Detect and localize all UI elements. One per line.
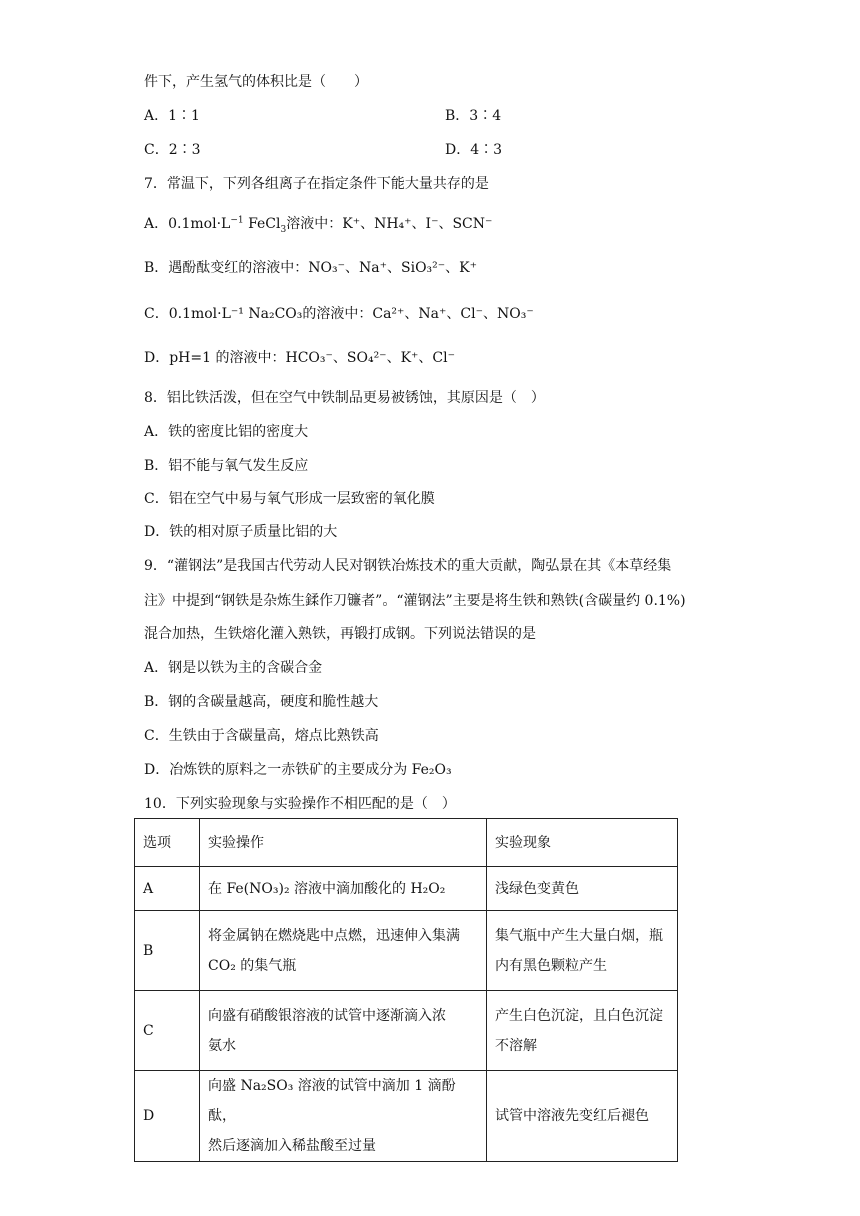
row-operation-line: 将金属钠在燃烧匙中点燃，迅速伸入集满 [208,927,460,944]
row-phenomenon-line: 不溶解 [495,1037,537,1054]
q9-stem-line-3: 混合加热，生铁熔化灌入熟铁，再锻打成钢。下列说法错误的是 [144,626,536,642]
q9-option-d: D．冶炼铁的原料之一赤铁矿的主要成分为 Fe₂O₃ [144,762,452,778]
row-operation [200,911,487,991]
row-phenomenon [487,991,678,1071]
row-operation [200,991,487,1071]
header-option: 选项 [135,819,200,867]
q8-stem: 8．铝比铁活泼，但在空气中铁制品更易被锈蚀，其原因是（ ） [144,390,545,406]
row-operation [200,867,487,911]
header-operation: 实验操作 [200,819,487,867]
q7-a-mid: 溶液中： [286,216,343,232]
q7-option-d: D．pH=1 的溶液中：HCO₃⁻、SO₄²⁻、K⁺、Cl⁻ [144,350,455,366]
row-phenomenon-line: 集气瓶中产生大量白烟，瓶 [495,927,663,944]
row-operation-line: 然后逐滴加入稀盐酸至过量 [208,1138,376,1154]
table-row [135,991,678,1071]
table-row [135,1071,678,1162]
q7-option-b: B．遇酚酞变红的溶液中：NO₃⁻、Na⁺、SiO₃²⁻、K⁺ [144,260,478,276]
row-phenomenon [487,867,678,911]
row-option: D [135,1071,200,1162]
q8-option-b: B．铝不能与氧气发生反应 [144,458,309,474]
q9-option-a: A．钢是以铁为主的含碳合金 [144,660,323,676]
q7-a-conc: 0.1mol·L [168,216,231,232]
row-phenomenon-line: 试管中溶液先变红后褪色 [495,1108,649,1124]
row-operation-line: 在 Fe(NO₃)₂ 溶液中滴加酸化的 H₂O₂ [208,880,446,897]
q9-option-c: C．生铁由于含碳量高，熔点比熟铁高 [144,728,379,744]
q8-option-a: A．铁的密度比铝的密度大 [144,424,309,440]
row-operation-line: 向盛有硝酸银溶液的试管中逐渐滴入浓 [208,1007,446,1024]
q7-a-salt: FeCl [248,216,281,232]
q10-stem: 10．下列实验现象与实验操作不相匹配的是（ ） [144,796,456,812]
q7-option-a [144,214,492,234]
row-option: B [135,911,200,991]
q7-a-salt-sub: 3 [280,224,287,235]
q8-option-c: C．铝在空气中易与氧气形成一层致密的氧化膜 [144,491,435,507]
q10-experiment-table [134,818,678,1162]
row-operation-line: 氨水 [208,1037,236,1054]
row-operation [200,1071,487,1162]
q6-option-b: B．3∶4 [445,108,502,124]
row-phenomenon-line: 浅绿色变黄色 [495,880,579,897]
q6-option-d: D．4∶3 [445,142,503,158]
q8-option-d: D．铁的相对原子质量比铝的大 [144,524,338,540]
header-phenomenon: 实验现象 [487,819,678,867]
row-phenomenon-line: 产生白色沉淀，且白色沉淀 [495,1007,663,1024]
q6-option-c: C．2∶3 [144,142,201,158]
row-operation-line: 向盛 Na₂SO₃ 溶液的试管中滴加 1 滴酚酞， [208,1078,456,1124]
q7-a-prefix: A． [144,216,169,232]
row-phenomenon [487,911,678,991]
q7-a-sup: −1 [230,215,244,226]
q6-option-a: A．1∶1 [144,108,200,124]
row-phenomenon [487,1071,678,1162]
q7-stem: 7．常温下，下列各组离子在指定条件下能大量共存的是 [144,176,489,192]
row-phenomenon-line: 内有黑色颗粒产生 [495,957,607,974]
row-operation-line: CO₂ 的集气瓶 [208,957,297,974]
q9-stem-line-1: 9．“灌钢法”是我国古代劳动人民对钢铁冶炼技术的重大贡献，陶弘景在其《本草经集 [144,558,672,574]
q7-a-ions: K⁺、NH₄⁺、I⁻、SCN⁻ [342,216,493,232]
q7-option-c: C．0.1mol·L⁻¹ Na₂CO₃的溶液中：Ca²⁺、Na⁺、Cl⁻、NO₃⁻ [144,306,534,322]
table-row [135,867,678,911]
q9-option-b: B．钢的含碳量越高，硬度和脆性越大 [144,694,379,710]
q9-stem-line-2: 注》中提到“钢铁是杂炼生鍒作刀镰者”。“灌钢法”主要是将生铁和熟铁(含碳量约 0.1%) [144,593,686,609]
table-row [135,911,678,991]
row-option: C [135,991,200,1071]
table-header-row [135,819,678,867]
row-option: A [135,867,200,911]
q6-stem-tail: 件下，产生氢气的体积比是（ ） [144,74,368,90]
